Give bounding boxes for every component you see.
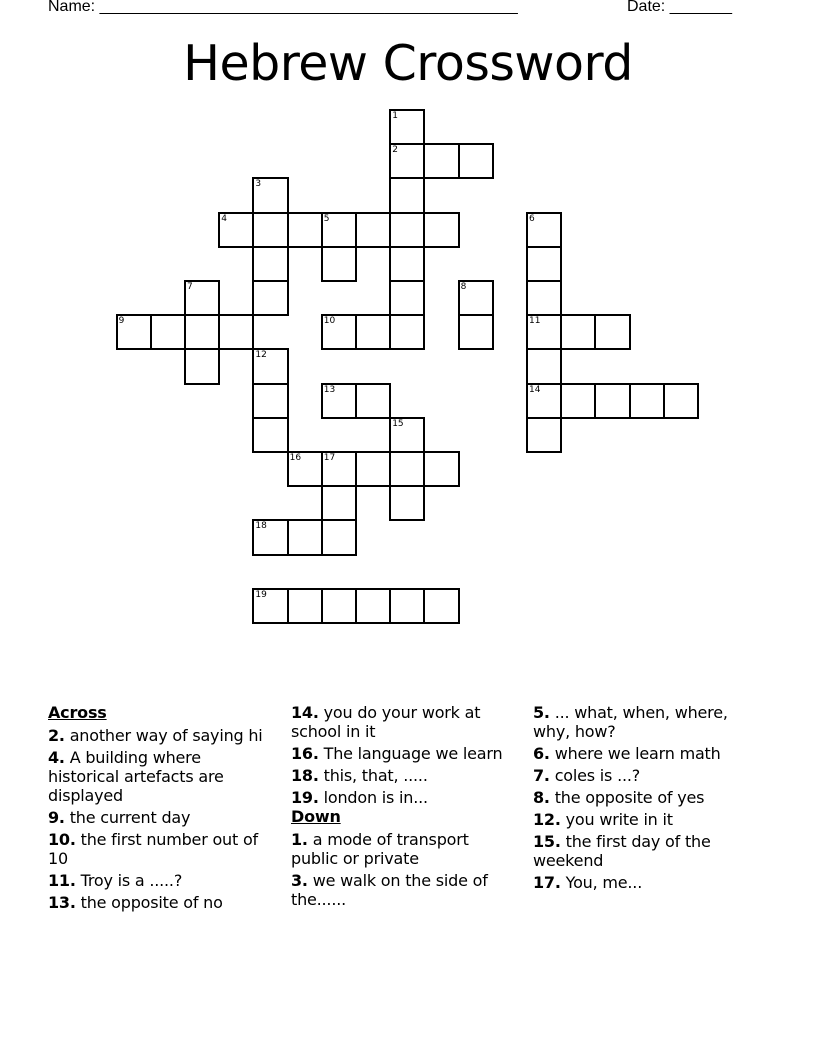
cell-number: 7 xyxy=(187,282,193,292)
clue-number: 13. xyxy=(48,893,76,912)
crossword-cell[interactable] xyxy=(355,212,391,248)
crossword-cell[interactable] xyxy=(423,588,459,624)
clue-text: ... what, when, where, why, how? xyxy=(533,703,728,741)
crossword-cell[interactable] xyxy=(526,348,562,384)
clue-across-16 xyxy=(291,744,516,763)
clue-down-8 xyxy=(533,788,753,807)
cell-number: 8 xyxy=(460,282,467,292)
crossword-cell[interactable] xyxy=(321,383,357,419)
clue-number: 9. xyxy=(48,808,65,827)
crossword-cell[interactable] xyxy=(116,314,152,350)
clue-across-18 xyxy=(291,766,516,785)
cell-number: 6 xyxy=(529,213,535,224)
clue-number: 11. xyxy=(48,871,76,890)
crossword-cell[interactable] xyxy=(321,314,357,350)
clue-down-3 xyxy=(291,871,516,909)
crossword-cell[interactable] xyxy=(389,451,425,487)
crossword-cell[interactable] xyxy=(218,314,254,350)
crossword-cell[interactable] xyxy=(389,280,425,316)
clue-across-9 xyxy=(48,808,276,827)
crossword-cell[interactable] xyxy=(252,519,288,555)
crossword-cell[interactable] xyxy=(629,383,665,419)
crossword-cell[interactable] xyxy=(389,212,425,248)
crossword-cell[interactable] xyxy=(321,588,357,624)
crossword-cell[interactable] xyxy=(526,314,562,350)
clue-number: 4. xyxy=(48,748,65,767)
cell-number: 12 xyxy=(255,350,267,361)
crossword-cell[interactable] xyxy=(389,143,425,179)
name-field-label: Name: _______________________________________________ xyxy=(48,0,518,15)
clue-number: 5. xyxy=(533,703,550,722)
clue-down-15 xyxy=(533,832,753,870)
crossword-cell[interactable] xyxy=(389,109,425,145)
clue-text: you do your work at school in it xyxy=(291,703,481,741)
crossword-cell[interactable] xyxy=(252,246,288,282)
cell-number: 15 xyxy=(392,418,404,429)
crossword-cell[interactable] xyxy=(389,417,425,453)
across-heading: Across xyxy=(48,703,107,722)
clue-number: 17. xyxy=(533,873,561,892)
cell-number: 1 xyxy=(392,111,398,121)
clue-down-17 xyxy=(533,873,753,892)
crossword-cell[interactable] xyxy=(389,314,425,350)
clue-text: A building where historical artefacts are displayed xyxy=(48,748,224,805)
page-title: Hebrew Crossword xyxy=(183,35,633,92)
crossword-cell[interactable] xyxy=(252,348,288,384)
cell-number: 18 xyxy=(255,521,267,532)
crossword-cell[interactable] xyxy=(526,280,562,316)
crossword-cell[interactable] xyxy=(252,383,288,419)
crossword-cell[interactable] xyxy=(526,246,562,282)
clue-across-19 xyxy=(291,788,516,807)
clue-number: 12. xyxy=(533,810,561,829)
clue-across-2 xyxy=(48,726,276,745)
cell-number: 11 xyxy=(529,316,541,327)
clue-down-7 xyxy=(533,766,753,785)
crossword-cell[interactable] xyxy=(150,314,186,350)
crossword-cell[interactable] xyxy=(594,383,630,419)
clues-column-2 xyxy=(291,703,516,912)
clues-column-3 xyxy=(533,703,753,895)
crossword-cell[interactable] xyxy=(389,246,425,282)
clue-text: coles is ...? xyxy=(554,766,641,785)
crossword-cell[interactable] xyxy=(389,485,425,521)
crossword-cell[interactable] xyxy=(252,280,288,316)
clue-number: 2. xyxy=(48,726,65,745)
clue-number: 14. xyxy=(291,703,319,722)
crossword-cell[interactable] xyxy=(526,383,562,419)
crossword-cell[interactable] xyxy=(252,177,288,213)
cell-number: 16 xyxy=(289,453,302,463)
crossword-cell[interactable] xyxy=(423,143,459,179)
clue-across-13 xyxy=(48,893,276,912)
crossword-cell[interactable] xyxy=(458,314,494,350)
clue-text: the first number out of 10 xyxy=(48,830,258,868)
clue-down-5 xyxy=(533,703,753,741)
clue-down-1 xyxy=(291,830,516,868)
crossword-cell[interactable] xyxy=(560,314,596,350)
clue-number: 15. xyxy=(533,832,561,851)
clue-down-12 xyxy=(533,810,753,829)
crossword-cell[interactable] xyxy=(287,212,323,248)
cell-number: 13 xyxy=(323,384,336,395)
clue-across-4 xyxy=(48,748,276,805)
clue-text: this, that, ..... xyxy=(323,766,428,785)
clue-text: The language we learn xyxy=(323,744,503,763)
cell-number: 2 xyxy=(392,145,398,156)
crossword-cell[interactable] xyxy=(184,314,220,350)
clue-down-6 xyxy=(533,744,753,763)
crossword-cell[interactable] xyxy=(287,519,323,555)
crossword-cell[interactable] xyxy=(184,348,220,384)
cell-number: 17 xyxy=(323,453,336,463)
crossword-cell[interactable] xyxy=(526,417,562,453)
crossword-cell[interactable] xyxy=(218,212,254,248)
clue-number: 18. xyxy=(291,766,319,785)
clues-column-1 xyxy=(48,703,276,915)
cell-number: 9 xyxy=(118,316,125,327)
clue-text: the first day of the weekend xyxy=(533,832,711,870)
crossword-cell[interactable] xyxy=(663,383,699,419)
clue-across-10 xyxy=(48,830,276,868)
clue-number: 1. xyxy=(291,830,308,849)
clue-text: london is in... xyxy=(323,788,428,807)
clue-text: You, me... xyxy=(565,873,643,892)
clue-text: the opposite of yes xyxy=(554,788,705,807)
crossword-cell[interactable] xyxy=(526,212,562,248)
clue-text: the opposite of no xyxy=(80,893,223,912)
crossword-cell[interactable] xyxy=(321,519,357,555)
clue-number: 8. xyxy=(533,788,550,807)
crossword-cell[interactable] xyxy=(355,314,391,350)
date-field-label: Date: _______ xyxy=(627,0,732,15)
cell-number: 14 xyxy=(529,384,541,395)
crossword-cell[interactable] xyxy=(321,246,357,282)
crossword-cell[interactable] xyxy=(355,451,391,487)
clue-number: 6. xyxy=(533,744,550,763)
crossword-cell[interactable] xyxy=(389,177,425,213)
clue-number: 16. xyxy=(291,744,319,763)
crossword-cell[interactable] xyxy=(321,485,357,521)
crossword-cell[interactable] xyxy=(594,314,630,350)
clue-across-14 xyxy=(291,703,516,741)
clue-text: we walk on the side of the...... xyxy=(291,871,488,909)
crossword-cell[interactable] xyxy=(252,212,288,248)
crossword-cell[interactable] xyxy=(355,383,391,419)
down-heading: Down xyxy=(291,807,341,826)
clue-text: a mode of transport public or private xyxy=(291,830,469,868)
crossword-cell[interactable] xyxy=(560,383,596,419)
crossword-cell[interactable] xyxy=(287,451,323,487)
crossword-cell[interactable] xyxy=(252,417,288,453)
clue-text: another way of saying hi xyxy=(69,726,263,745)
crossword-cell[interactable] xyxy=(321,212,357,248)
cell-number: 19 xyxy=(255,589,267,600)
crossword-cell[interactable] xyxy=(423,451,459,487)
cell-number: 10 xyxy=(323,316,336,327)
clue-text: you write in it xyxy=(565,810,673,829)
clue-across-11 xyxy=(48,871,276,890)
clue-number: 7. xyxy=(533,766,550,785)
crossword-cell[interactable] xyxy=(321,451,357,487)
crossword-cell[interactable] xyxy=(355,588,391,624)
clue-text: Troy is a .....? xyxy=(80,871,183,890)
cell-number: 5 xyxy=(323,213,330,224)
clue-number: 19. xyxy=(291,788,319,807)
clue-number: 3. xyxy=(291,871,308,890)
crossword-cell[interactable] xyxy=(184,280,220,316)
clue-number: 10. xyxy=(48,830,76,849)
crossword-cell[interactable] xyxy=(423,212,459,248)
cell-number: 3 xyxy=(255,179,262,190)
clue-text: the current day xyxy=(69,808,191,827)
crossword-cell[interactable] xyxy=(458,143,494,179)
crossword-cell[interactable] xyxy=(389,588,425,624)
clue-text: where we learn math xyxy=(554,744,721,763)
crossword-cell[interactable] xyxy=(252,588,288,624)
cell-number: 4 xyxy=(221,213,227,224)
crossword-cell[interactable] xyxy=(458,280,494,316)
crossword-cell[interactable] xyxy=(287,588,323,624)
